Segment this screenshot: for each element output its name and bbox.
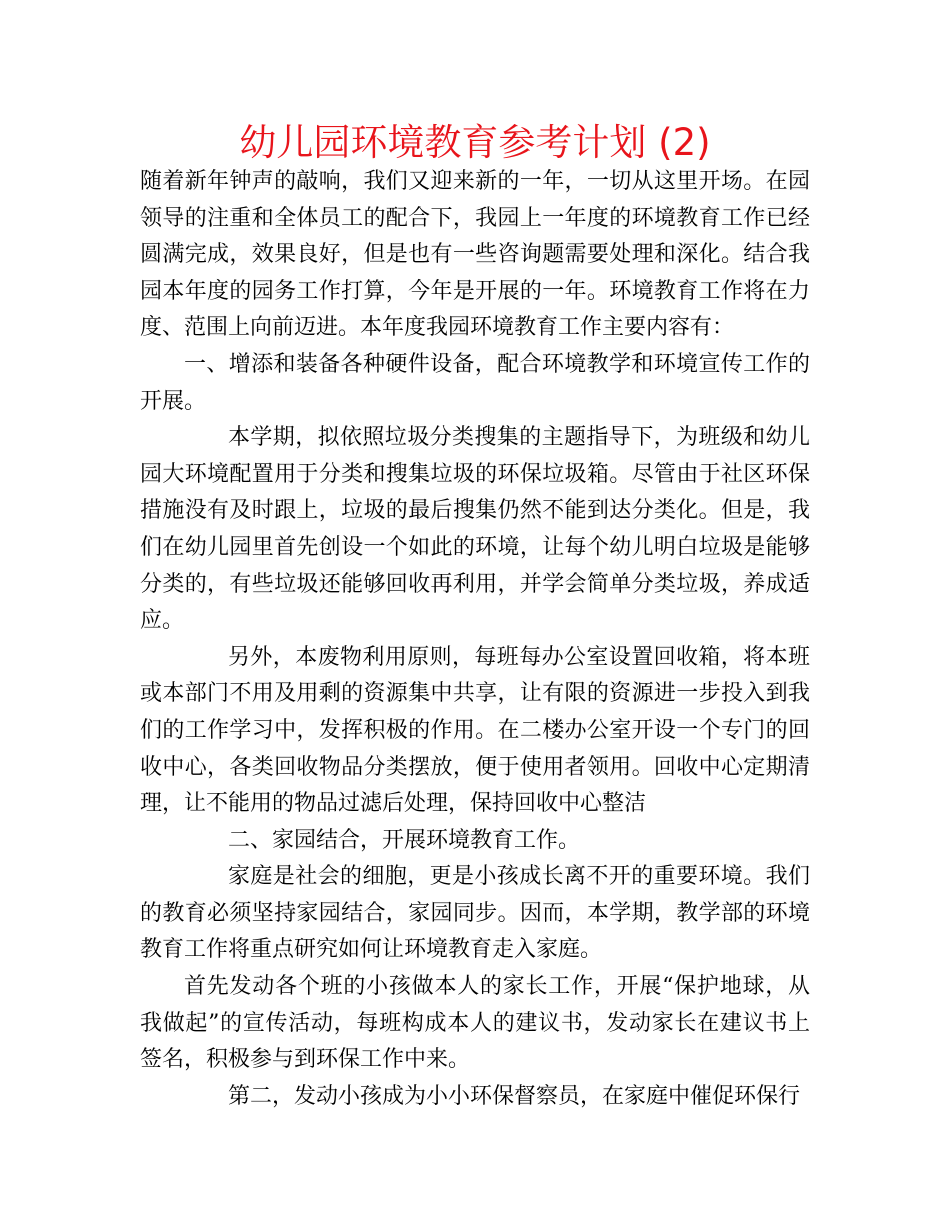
paragraph-section-1-heading: 一、增添和装备各种硬件设备，配合环境教学和环境宣传工作的开展。 <box>140 351 810 414</box>
paragraph-eco-inspector: 第二，发动小孩成为小小环保督察员，在家庭中催促环保行 <box>228 1083 801 1109</box>
paragraph-family-environment: 家庭是社会的细胞，更是小孩成长离不开的重要环境。我们的教育必须坚持家园结合，家园同步。因而，本学期，教学部的环境教育工作将重点研究如何让环境教育走入家庭。 <box>140 864 810 963</box>
paragraph-section-2-heading: 二、家园结合，开展环境教育工作。 <box>228 827 581 853</box>
paragraph-intro: 随着新年钟声的敲响，我们又迎来新的一年，一切从这里开场。在园领导的注重和全体员工的配合下，我园上一年度的环境教育工作已经圆满完成，效果良好，但是也有一些咨询题需要处理和深化。结合我园本年度的园务工作打算，今年是开展的一年。环境教育工作将在力度、范围上向前迈进。本年度我园环境教育工作主要内容有： <box>140 169 810 341</box>
document-body <box>140 164 810 1115</box>
paragraph-parent-campaign: 首先发动各个班的小孩做本人的家长工作，开展“保护地球，从我做起”的宣传活动，每班构成本人的建议书，发动家长在建议书上签名，积极参与到环保工作中来。 <box>140 974 810 1073</box>
paragraph-recycling-center: 另外，本废物利用原则，每班每办公室设置回收箱，将本班或本部门不用及用剩的资源集中共享，让有限的资源进一步投入到我们的工作学习中，发挥积极的作用。在二楼办公室开设一个专门的回收中心，各类回收物品分类摆放，便于使用者领用。回收中心定期清理，让不能用的物品过滤后处理，保持回收中心整洁 <box>140 644 810 817</box>
document-title: 幼儿园环境教育参考计划 (2) <box>239 121 711 164</box>
paragraph-garbage-sorting: 本学期，拟依照垃圾分类搜集的主题指导下，为班级和幼儿园大环境配置用于分类和搜集垃圾的环保垃圾箱。尽管由于社区环保措施没有及时跟上，垃圾的最后搜集仍然不能到达分类化。但是，我们在幼儿园里首先创设一个如此的环境，让每个幼儿明白垃圾是能够分类的，有些垃圾还能够回收再利用，并学会简单分类垃圾，养成适应。 <box>140 425 810 634</box>
